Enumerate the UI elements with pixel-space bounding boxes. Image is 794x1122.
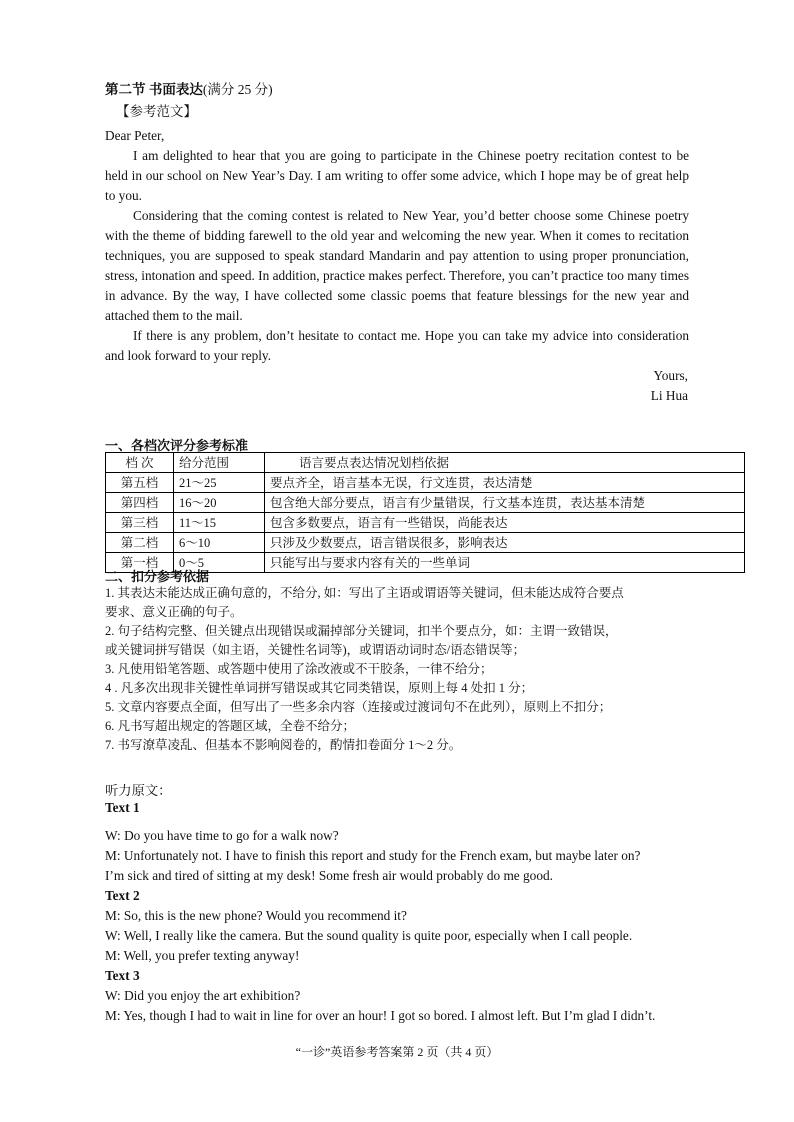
grading-heading: 一、各档次评分参考标准 [105,438,249,453]
letter-greeting: Dear Peter, [105,128,165,143]
table-cell: 只能写出与要求内容有关的一些单词 [265,553,745,573]
table-cell: 第五档 [106,473,174,493]
table-cell: 只涉及少数要点，语言错误很多，影响表达 [265,533,745,553]
table-header-cell: 给分范围 [174,453,265,473]
table-cell: 6～10 [174,533,265,553]
dialogue-line: M: Yes, though I had to wait in line for over an hour! I got so bored. I almost left. But I’m glad I didn’t. [105,1008,656,1023]
model-essay-label: 【参考范文】 [116,104,197,119]
rule-line: 2. 句子结构完整、但关键点出现错误或漏掉部分关键词，扣半个要点分，如：主谓一致错误， [105,624,618,638]
rule-line: 4 . 凡多次出现非关键性单词拼写错误或其它同类错误，原则上每 4 处扣 1 分； [105,681,534,695]
dialogue-line: I’m sick and tired of sitting at my desk! Some fresh air would probably do me good. [105,868,553,883]
letter-closing: Yours, [653,368,688,383]
table-header-cell: 语言要点表达情况划档依据 [265,453,745,473]
section-score: (满分 25 分) [202,82,273,97]
table-cell: 16～20 [174,493,265,513]
dialogue-line: W: Do you have time to go for a walk now? [105,828,339,843]
dialogue-line: W: Well, I really like the camera. But the sound quality is quite poor, especially when I call people. [105,928,633,943]
table-cell: 包含多数要点，语言有一些错误，尚能表达 [265,513,745,533]
letter-paragraph: I am delighted to hear that you are going to participate in the Chinese poetry recitation contest to be held in our school on New Year’s Day. I am writing to offer some advice, which I hope may be of great help to you. [105,148,689,203]
table-header-cell: 档 次 [106,453,174,473]
section-title: 第二节 书面表达 [105,82,203,97]
dialogue-line: M: Unfortunately not. I have to finish this report and study for the French exam, but maybe later on? [105,848,641,863]
dialogue-line: W: Did you enjoy the art exhibition? [105,988,301,1003]
deduction-heading: 二、扣分参考依据 [105,569,210,584]
rule-line: 3. 凡使用铅笔答题、或答题中使用了涂改液或不干胶条，一律不给分； [105,662,493,676]
table-cell: 21～25 [174,473,265,493]
rule-line: 或关键词拼写错误（如主语，关键性名词等)，或谓语动词时态/语态错误等； [105,643,526,657]
table-cell: 第一档 [106,553,174,573]
rule-line: 1. 其表达未能达成正确句意的，不给分, 如：写出了主语或谓语等关键词，但未能达成符合要点 [105,586,624,600]
table-cell: 第四档 [106,493,174,513]
text-title: Text 3 [105,968,140,983]
text-title: Text 1 [105,800,140,815]
table-cell: 11～15 [174,513,265,533]
rule-line: 7. 书写潦草凌乱、但基本不影响阅卷的，酌情扣卷面分 1～2 分。 [105,738,462,752]
page-footer: “一诊”英语参考答案第 2 页（共 4 页） [295,1045,499,1059]
deduction-rules [105,584,705,755]
table-row [106,533,745,553]
table-cell: 包含绝大部分要点，语言有少量错误，行文基本连贯，表达基本清楚 [265,493,745,513]
table-cell: 第三档 [106,513,174,533]
table-cell: 第二档 [106,533,174,553]
model-letter [105,126,689,366]
rule-line: 6. 凡书写超出规定的答题区域，全卷不给分； [105,719,356,733]
table-cell: 0～5 [174,553,265,573]
table-cell: 要点齐全，语言基本无误，行文连贯，表达清楚 [265,473,745,493]
dialogue-line: M: Well, you prefer texting anyway! [105,948,300,963]
letter-paragraph: If there is any problem, don’t hesitate to contact me. Hope you can take my advice into consideration and look forward to your reply. [105,328,689,363]
grading-table [105,452,745,573]
table-row [106,473,745,493]
table-header-row [106,453,745,473]
text-title: Text 2 [105,888,140,903]
table-row [106,513,745,533]
letter-paragraph: Considering that the coming contest is related to New Year, you’d better choose some Chinese poetry with the theme of bidding farewell to the old year and welcoming the new year. When it comes to recitation techniques, you are supposed to speak standard Mandarin and pay attention to using proper pronunciation, stress, intonation and speed. In addition, practice makes perfect. Therefore, you can’t practice too many times in advance. By the way, I have collected some classic poems that feature blessings for the new year and attached them to the mail. [105,208,689,323]
section-heading [105,78,273,98]
rule-line: 要求、意义正确的句子。 [105,605,243,619]
letter-signature: Li Hua [650,388,688,403]
rule-line: 5. 文章内容要点全面，但写出了一些多余内容（连接或过渡词句不在此列），原则上不扣分； [105,700,612,714]
dialogue-line: M: So, this is the new phone? Would you recommend it? [105,908,407,923]
table-row [106,493,745,513]
listening-heading: 听力原文： [105,783,172,798]
